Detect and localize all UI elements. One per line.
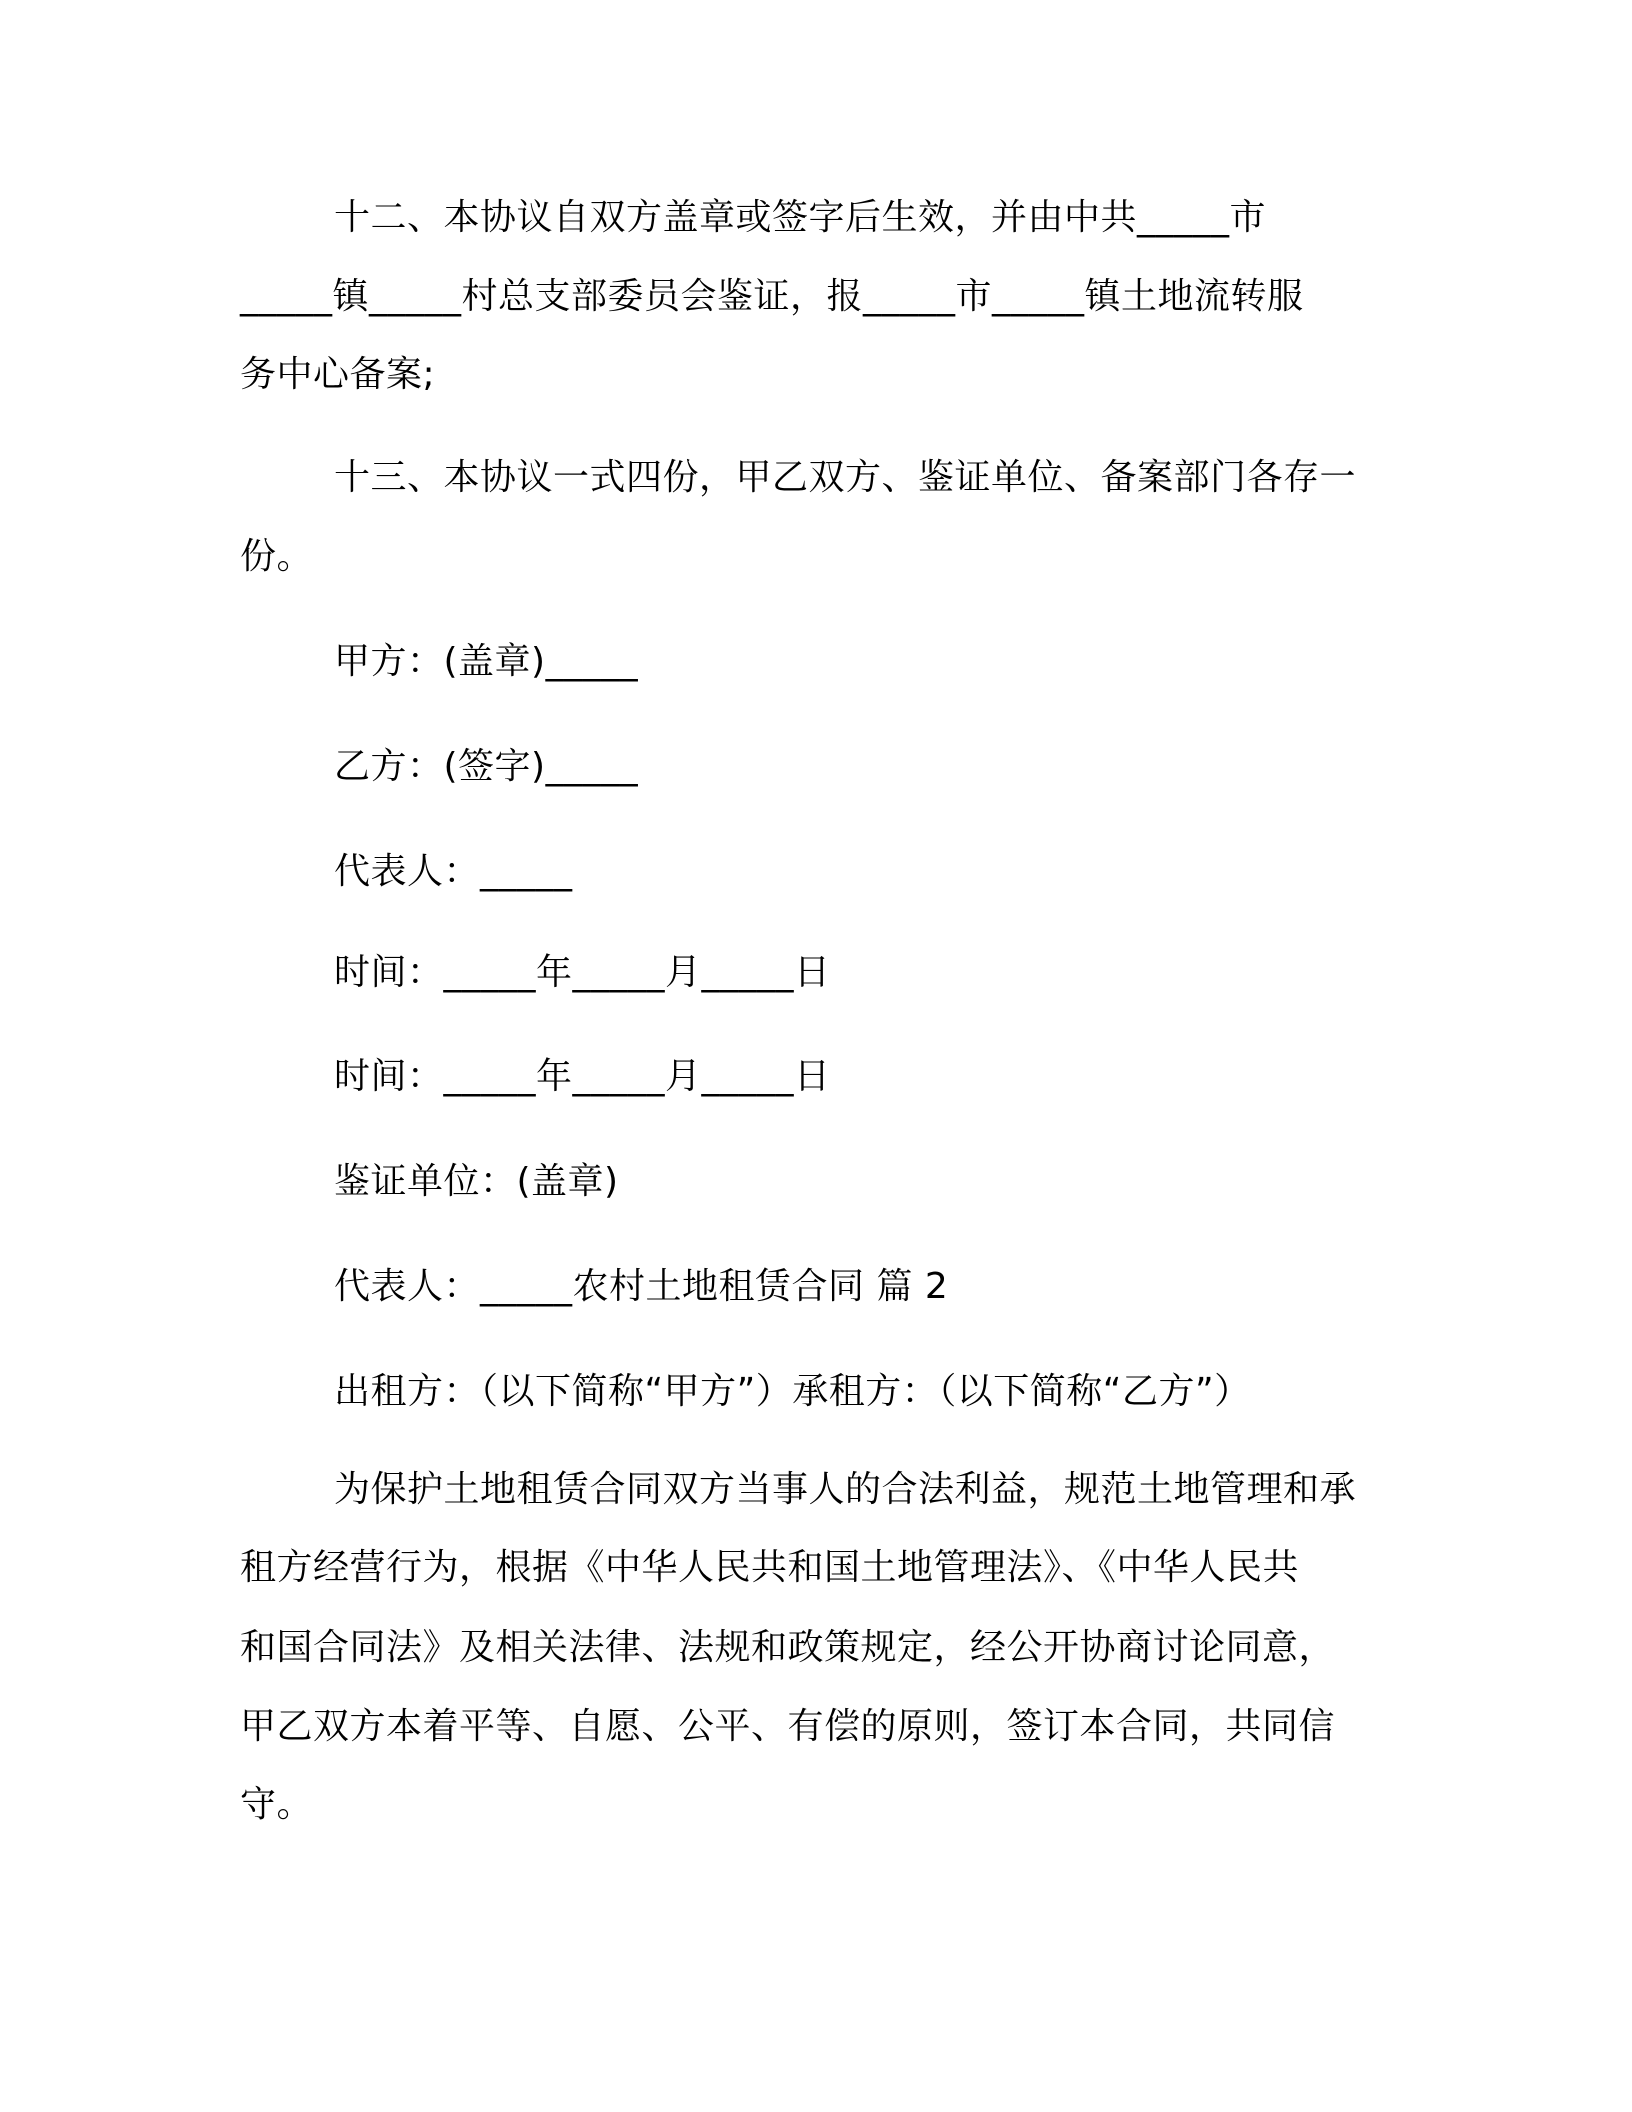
clause-13-line-2: 份。 (240, 536, 314, 577)
preamble-line-1: 为保护土地租赁合同双方当事人的合法利益，规范土地管理和承 (334, 1469, 1357, 1510)
preamble-line-4: 甲乙双方本着平等、自愿、公平、有偿的原则，签订本合同，共同信 (240, 1706, 1336, 1747)
certifier-seal-line: 鉴证单位：(盖章) (334, 1161, 619, 1202)
parties-intro-line: 出租方：（以下简称“甲方”）承租方：（以下简称“乙方”） (334, 1371, 1251, 1412)
clause-12-line-1: 十二、本协议自双方盖章或签字后生效，并由中共_____市 (334, 197, 1267, 238)
party-b-sign-line: 乙方：(签字)_____ (334, 746, 639, 787)
clause-12-line-2: _____镇_____村总支部委员会鉴证，报_____市_____镇土地流转服 (240, 276, 1304, 317)
representative-line-1: 代表人：_____ (334, 851, 573, 892)
preamble-line-5: 守。 (240, 1784, 314, 1825)
representative-heading-line: 代表人：_____农村土地租赁合同 篇 2 (334, 1266, 949, 1307)
clause-13-line-1: 十三、本协议一式四份，甲乙双方、鉴证单位、备案部门各存一 (334, 457, 1357, 498)
preamble-line-2: 租方经营行为，根据《中华人民共和国土地管理法》、《中华人民共 (240, 1547, 1300, 1588)
clause-12-line-3: 务中心备案; (240, 354, 436, 395)
party-a-seal-line: 甲方：(盖章)_____ (334, 641, 639, 682)
preamble-line-3: 和国合同法》及相关法律、法规和政策规定，经公开协商讨论同意， (240, 1627, 1336, 1668)
date-line-1: 时间：_____年_____月_____日 (334, 952, 831, 993)
date-line-2: 时间：_____年_____月_____日 (334, 1056, 831, 1097)
